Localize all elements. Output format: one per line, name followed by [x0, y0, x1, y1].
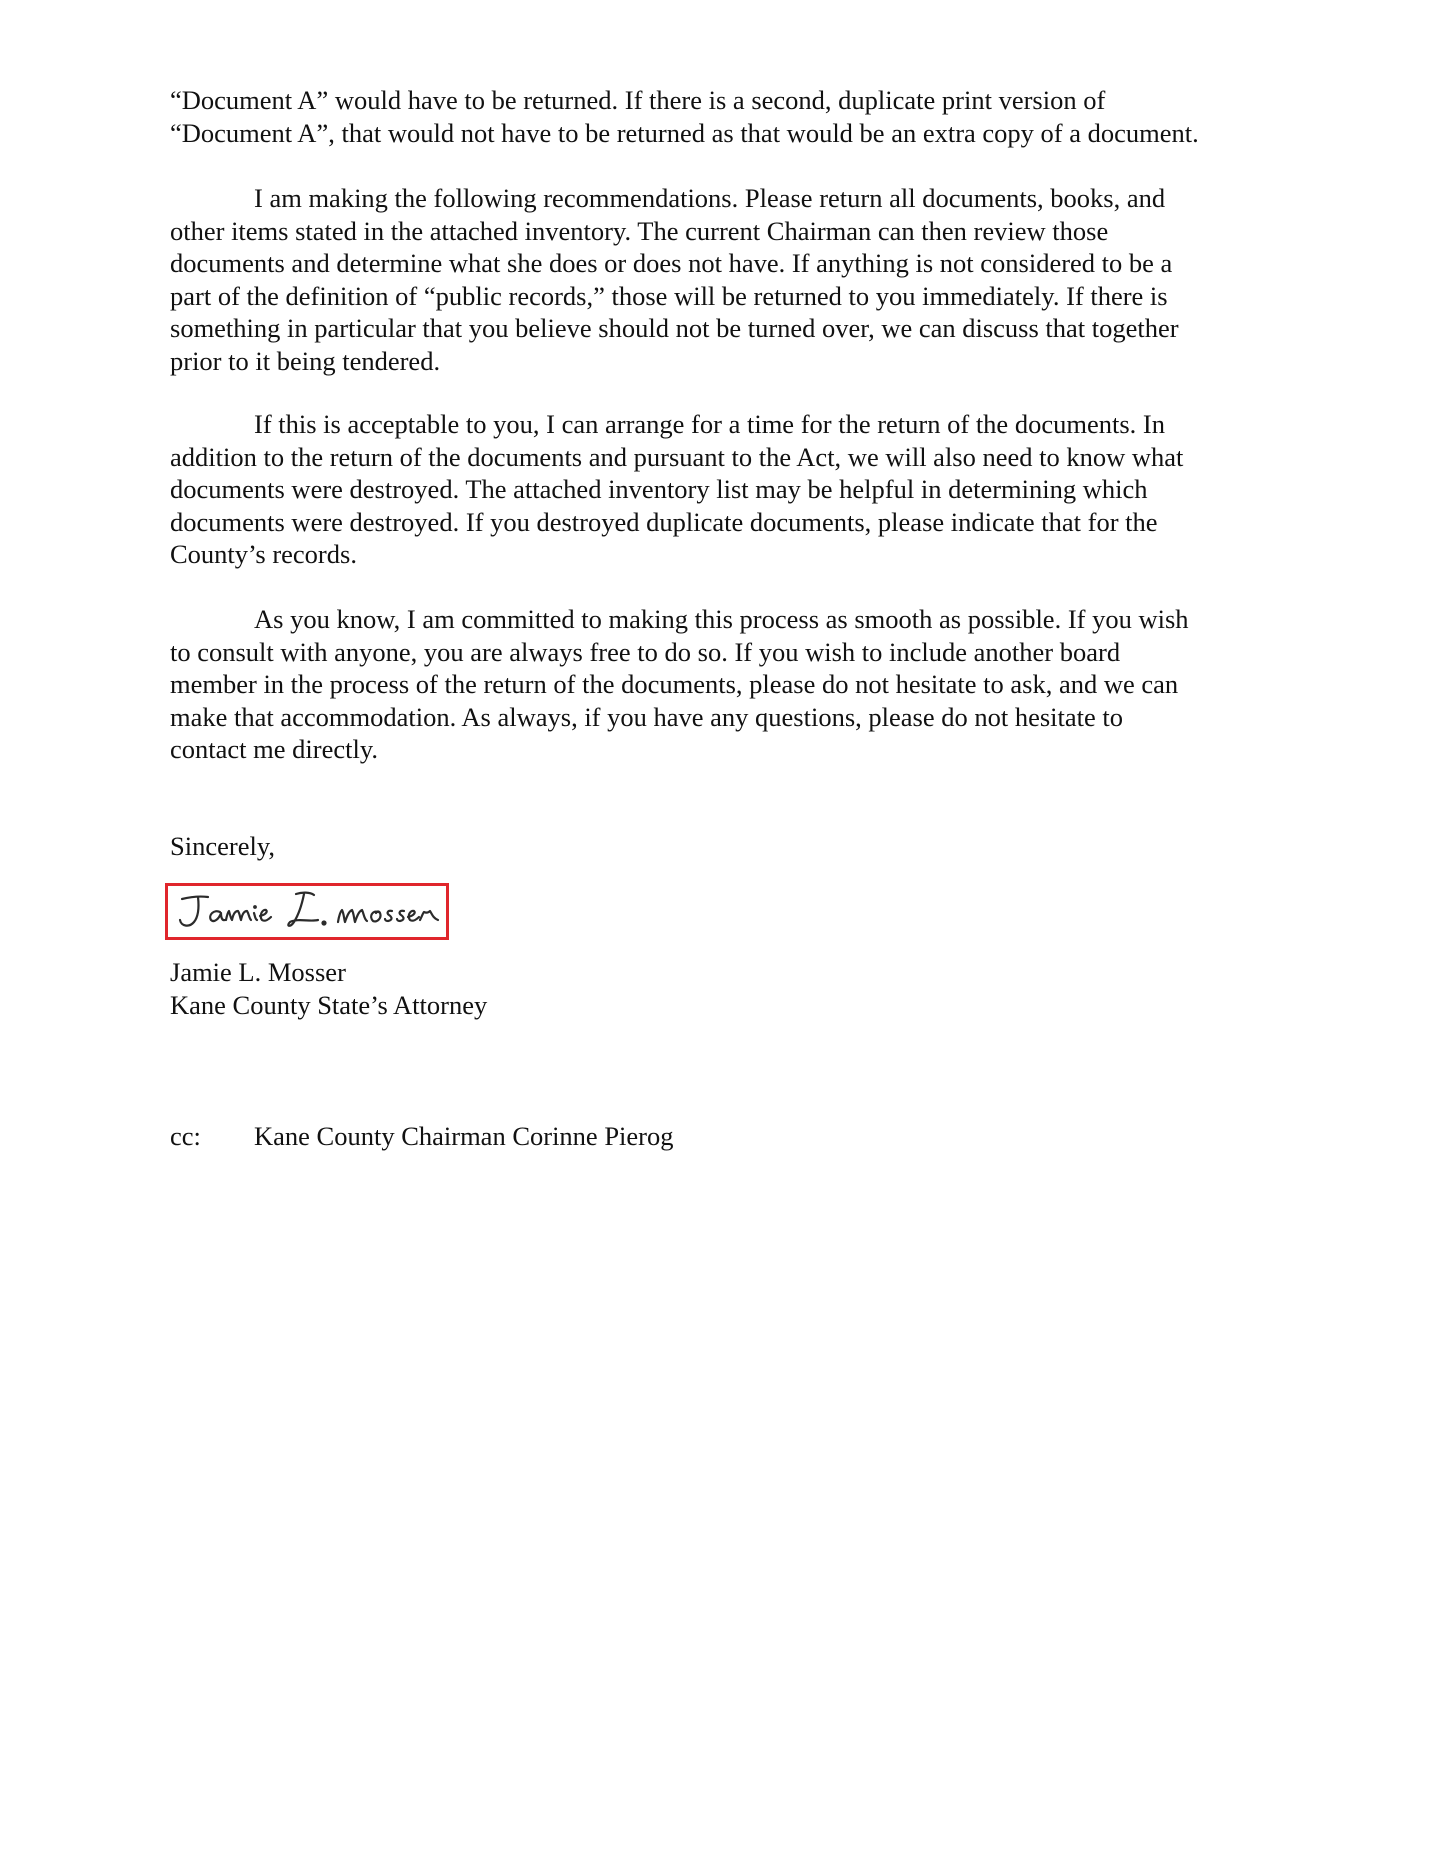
paragraph-2: [170, 182, 1290, 377]
paragraph-1: [170, 84, 1290, 149]
cc-label: cc:: [170, 1121, 201, 1151]
paragraph-line: County’s records.: [170, 539, 357, 569]
paragraph-line: documents were destroyed. The attached inventory list may be helpful in determining which: [170, 474, 1148, 504]
paragraph-line: documents and determine what she does or does not have. If anything is not considered to be a: [170, 248, 1173, 278]
paragraph-line: part of the definition of “public records,” those will be returned to you immediately. If there is: [170, 280, 1168, 311]
paragraph-line: make that accommodation. As always, if you have any questions, please do not hesitate to: [170, 701, 1124, 732]
paragraph-3: [170, 408, 1290, 571]
signer-name: Jamie L. Mosser: [170, 957, 346, 987]
signature-highlight-box: [165, 883, 449, 940]
paragraph-line: member in the process of the return of the documents, please do not hesitate to ask, and we can: [170, 669, 1179, 699]
cc-line: [170, 1120, 674, 1153]
paragraph-line: contact me directly.: [170, 734, 378, 764]
paragraph-line: something in particular that you believe should not be turned over, we can discuss that together: [170, 313, 1179, 343]
paragraph-line: prior to it being tendered.: [170, 345, 441, 376]
paragraph-line: to consult with anyone, you are always free to do so. If you wish to include another board: [170, 636, 1121, 667]
paragraph-4: [170, 603, 1290, 766]
signer-block: [170, 956, 487, 1021]
cc-recipient: Kane County Chairman Corinne Pierog: [254, 1121, 674, 1151]
handwritten-signature: [168, 886, 446, 937]
paragraph-line: addition to the return of the documents and pursuant to the Act, we will also need to know what: [170, 441, 1184, 472]
paragraph-line: “Document A” would have to be returned. If there is a second, duplicate print version of: [170, 85, 1106, 115]
paragraph-line: other items stated in the attached inventory. The current Chairman can then review those: [170, 215, 1109, 246]
paragraph-line: As you know, I am committed to making this process as smooth as possible. If you wish: [254, 604, 1189, 634]
signer-title: Kane County State’s Attorney: [170, 989, 488, 1020]
paragraph-line: documents were destroyed. If you destroyed duplicate documents, please indicate that for the: [170, 506, 1158, 537]
paragraph-line: “Document A”, that would not have to be returned as that would be an extra copy of a document.: [170, 117, 1199, 148]
closing-salutation: Sincerely,: [170, 831, 275, 861]
paragraph-line: If this is acceptable to you, I can arrange for a time for the return of the documents. In: [254, 409, 1165, 439]
paragraph-line: I am making the following recommendations. Please return all documents, books, and: [254, 183, 1166, 213]
